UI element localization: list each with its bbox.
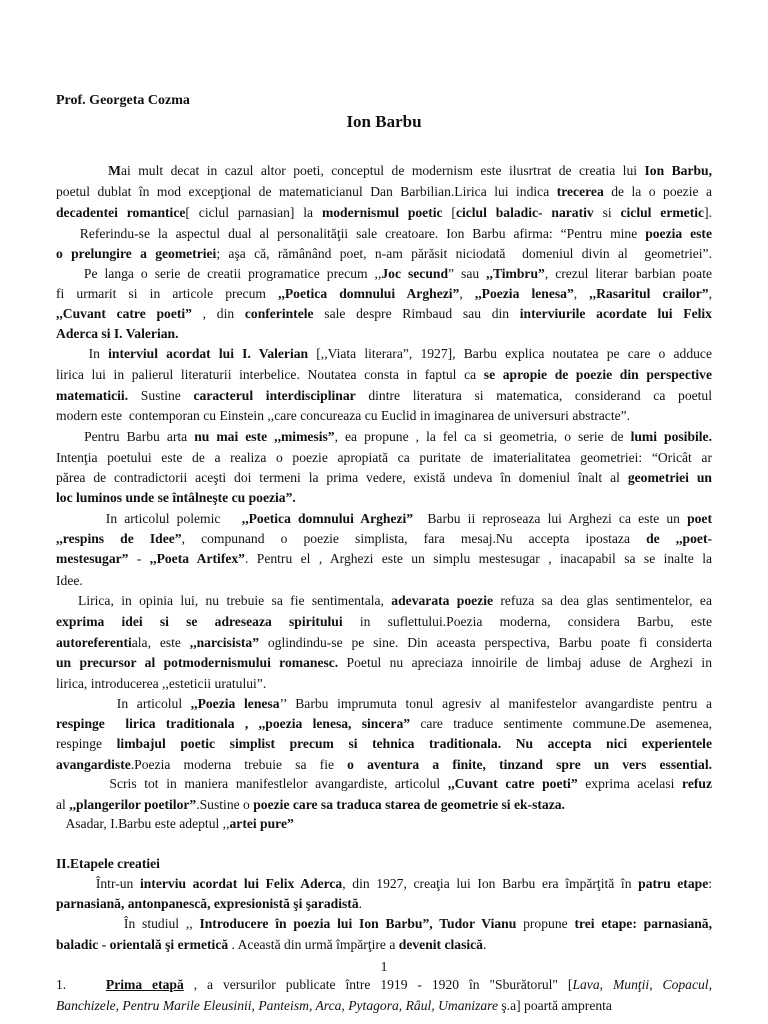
text-run: un precursor al potmodernismului romanesc.	[56, 655, 339, 670]
text-run: Intenţia poetului este de a realiza o poezie apropiată ca puritate de imaterialitatea geometriei: “Oricât ar	[56, 450, 712, 465]
text-run: devenit clasică	[398, 937, 483, 952]
text-run: Banchizele, Pentru Marile Eleusinii, Panteism, Arca, Pytagora, Râul, Umanizare	[56, 998, 498, 1013]
text-run: poezia este	[645, 226, 712, 241]
text-run: ,,plangerilor poetilor”	[69, 797, 197, 812]
text-line	[56, 386, 712, 406]
text-run: , a versurilor publicate între 1919 - 1920 în "Sburătorul" [	[183, 977, 573, 992]
text-run: caracterul interdisciplinar	[193, 388, 356, 403]
text-run: Referindu-se la aspectul dual al personalităţii sale creatoare. Ion Barbu afirma: “Pentru mine	[56, 226, 646, 241]
text-run: ala, este	[131, 635, 190, 650]
text-run: modern este contemporan cu Einstein ,,care concureaza cu Euclid in imaginarea de universuri abstracte”.	[56, 408, 631, 423]
text-run: ,,narcisista”	[189, 635, 260, 650]
text-line	[56, 612, 712, 632]
text-run: Idee.	[56, 573, 83, 588]
text-run: ciclul ermetic	[620, 205, 705, 220]
text-run: decadentei romantice	[56, 205, 186, 220]
text-run: lumi posibile.	[630, 429, 712, 444]
text-run: dintre literatura si matematica, considerand ca poetul	[355, 388, 713, 403]
text-line	[56, 427, 712, 447]
text-line	[56, 996, 712, 1016]
text-run: conferintele	[244, 306, 314, 321]
text-line	[56, 814, 712, 834]
text-run: patru etape	[638, 876, 709, 891]
text-run: interviu acordat lui Felix Aderca	[139, 876, 343, 891]
text-run: In articolul polemic	[56, 511, 242, 526]
text-line	[56, 406, 712, 426]
text-run: .	[358, 896, 363, 911]
text-run: ,,respins de Idee”	[56, 531, 182, 546]
text-run: fi urmarit si in articole precum	[56, 286, 279, 301]
text-run: de ,,poet-	[646, 531, 713, 546]
text-line	[56, 755, 712, 775]
text-run: ,	[573, 286, 590, 301]
text-run: II.Etapele creatiei	[56, 856, 160, 871]
text-line	[56, 344, 712, 364]
text-run: geometriei un	[627, 470, 712, 485]
text-line	[56, 591, 712, 611]
text-line	[56, 488, 712, 508]
text-run: trecerea	[556, 184, 604, 199]
text-run: nu mai este ,,mimesis”	[194, 429, 335, 444]
text-run: mestesugar”	[56, 551, 129, 566]
text-run: [ ciclul parnasian] la	[185, 205, 322, 220]
text-line	[56, 304, 712, 324]
text-run: respinge lirica traditionala , ,,poezia lenesa, sincera”	[56, 716, 411, 731]
text-run: ş.a] poartă amprenta	[497, 998, 612, 1013]
text-run: interviurile acordate lui Felix	[519, 306, 712, 321]
text-line	[56, 509, 712, 529]
text-run: .	[482, 937, 487, 952]
text-run: 1.	[56, 977, 106, 992]
text-line	[56, 468, 712, 488]
text-run: o aventura a finite, tinzand spre un vers essential.	[347, 757, 712, 772]
text-line	[56, 529, 712, 549]
text-run: ,,Poetica domnului Arghezi”	[278, 286, 460, 301]
text-run: ai mult decat in cazul altor poeti, conceptul de modernism este ilusrtrat de creatia lui	[120, 163, 645, 178]
text-run: adevarata poezie	[391, 593, 494, 608]
text-run: [	[442, 205, 456, 220]
text-run: ciclul baladic- narativ	[455, 205, 594, 220]
text-run: de la o poezie a	[603, 184, 712, 199]
text-line	[56, 694, 712, 714]
text-run: refuza sa dea glas sentimentelor, ea	[493, 593, 712, 608]
text-run: Scris tot in maniera manifestlelor avangardiste, articolul	[56, 776, 448, 791]
text-line	[56, 795, 712, 815]
text-line	[56, 244, 712, 264]
text-run: Pe langa o serie de creatii programatice precum ,,	[56, 266, 382, 281]
text-run: sale despre Rimbaud sau din	[313, 306, 520, 321]
text-line	[56, 674, 712, 694]
text-run: -	[128, 551, 150, 566]
text-run: Asadar, I.Barbu este adeptul ,,	[56, 816, 230, 831]
text-run: loc luminos unde se întâlneşte cu poezia”.	[56, 490, 296, 505]
text-run: ,,Rasaritul crailor”	[589, 286, 709, 301]
text-run: Sustine	[128, 388, 194, 403]
text-line	[56, 224, 712, 244]
text-run: In	[56, 346, 109, 361]
text-run: autoreferenti	[56, 635, 132, 650]
text-run: ,,Cuvant catre poeti”	[56, 306, 192, 321]
text-run: ,	[459, 286, 475, 301]
text-run: părea de contradictorii aceşti doi termeni la prima vedere, există undeva în domeniul înalt al	[56, 470, 628, 485]
text-run: ,	[708, 286, 713, 301]
text-run: ,,Timbru”	[486, 266, 545, 281]
text-run: Lirica, in opinia lui, nu trebuie sa fie sentimentala,	[56, 593, 392, 608]
text-run: , din 1927, creaţia lui Ion Barbu era împărţită în	[342, 876, 639, 891]
text-run: , compunand o poezie simplista, fara mesaj.Nu accepta ipostaza	[181, 531, 647, 546]
text-line	[56, 714, 712, 734]
text-run: ,,Poezia lenesa	[190, 696, 280, 711]
text-run: parnasiană, antonpanescă, expresionistă şi şaradistă	[56, 896, 359, 911]
text-line	[56, 264, 712, 284]
text-run: ; aşa că, rămânând poet, n-am părăsit niciodată domeniul divin al geometriei”.	[216, 246, 712, 261]
text-run: limbajul poetic simplist precum si tehnica traditionala. Nu accepta nici experientele	[116, 736, 712, 751]
text-line	[56, 874, 712, 894]
text-line	[56, 324, 712, 344]
text-run: Prima etapă	[105, 977, 184, 992]
text-line	[56, 935, 712, 955]
text-run: ,,Cuvant catre poeti”	[447, 776, 578, 791]
text-line	[56, 653, 712, 673]
text-line	[56, 914, 712, 934]
text-run: Lava, Munţii, Copacul,	[572, 977, 712, 992]
text-run: ,,Poezia lenesa”	[474, 286, 574, 301]
text-run: .Sustine o	[196, 797, 254, 812]
text-run: :	[708, 876, 713, 891]
text-run: poezie care sa traduca starea de geometrie si ek-staza.	[253, 797, 565, 812]
text-line	[56, 975, 712, 995]
text-run: exprima acelasi	[577, 776, 683, 791]
text-line	[56, 633, 712, 653]
text-run: trei etape: parnasiană,	[574, 916, 713, 931]
text-run: , ea propune , la fel ca si geometria, o serie de	[334, 429, 631, 444]
text-line	[56, 284, 712, 304]
text-run: care traduce sentimente commune.De asemenea,	[410, 716, 713, 731]
page-number: 1	[380, 960, 388, 975]
text-run: al	[56, 797, 70, 812]
author-line: Prof. Georgeta Cozma	[56, 93, 190, 108]
text-run: Aderca si I. Valerian.	[56, 326, 179, 341]
text-run: [,,Viata literara”, 1927], Barbu explica noutatea pe care o adduce	[308, 346, 712, 361]
text-run: In articolul	[56, 696, 191, 711]
text-run: , crezul literar barbian poate	[544, 266, 712, 281]
text-run: ” sau	[448, 266, 487, 281]
text-run: exprima idei si se adreseaza spiritului	[56, 614, 343, 629]
text-run: lirica, introducerea ,,esteticii uratului”.	[56, 676, 267, 691]
text-run: Într-un	[56, 876, 140, 891]
text-run: poet	[687, 511, 712, 526]
text-line	[56, 571, 712, 591]
text-run: modernismul poetic	[321, 205, 443, 220]
text-run: interviul acordat lui I. Valerian	[108, 346, 309, 361]
text-run: .Poezia moderna trebuie sa fie	[130, 757, 348, 772]
text-run: in suflettului.Poezia moderna, considera Barbu, este	[342, 614, 712, 629]
text-run: ,,Poetica domnului Arghezi”	[241, 511, 414, 526]
text-run: Joc secund	[381, 266, 449, 281]
text-run: propune	[516, 916, 575, 931]
text-line	[56, 161, 712, 181]
text-run: artei pure”	[229, 816, 294, 831]
text-run: baladic - orientală şi ermetică	[56, 937, 229, 952]
text-run: si	[593, 205, 621, 220]
text-run: ’’ Barbu imprumuta tonul agresiv al manifestelor avangardiste pentru a	[279, 696, 712, 711]
text-run: M	[56, 163, 121, 178]
text-run: Ion Barbu,	[644, 163, 712, 178]
text-line	[56, 448, 712, 468]
text-run: , din	[191, 306, 245, 321]
text-run: ].	[704, 205, 712, 220]
text-run: o prelungire a geometriei	[56, 246, 217, 261]
text-run: ,,Poeta Artifex”	[149, 551, 245, 566]
text-line	[56, 774, 712, 794]
text-line	[56, 894, 712, 914]
text-line	[56, 365, 712, 385]
text-run: . Pentru el , Arghezi este un simplu mestesugar , inacapabil sa se inalte la	[244, 551, 712, 566]
text-run: Barbu ii reproseaza lui Arghezi ca este un	[413, 511, 688, 526]
text-run: Introducere în poezia lui Ion Barbu”, Tudor Vianu	[199, 916, 517, 931]
text-run: avangardiste	[56, 757, 131, 772]
text-run: lirica lui in palierul literaturii interbelice. Noutatea consta in faptul ca	[56, 367, 484, 382]
text-line	[56, 549, 712, 569]
text-line	[56, 734, 712, 754]
text-line	[56, 182, 712, 202]
text-run: refuz	[682, 776, 712, 791]
text-run: Pentru Barbu arta	[56, 429, 195, 444]
text-run: În studiul ,,	[56, 916, 200, 931]
text-line	[56, 203, 712, 223]
document-title: Ion Barbu	[346, 112, 422, 131]
text-run: Poetul nu apreciaza innoirile de limbaj aduse de Arghezi in	[338, 655, 713, 670]
text-run: se apropie de poezie din perspective	[483, 367, 712, 382]
text-run: respinge	[56, 736, 117, 751]
text-line	[56, 854, 712, 874]
text-run: oglindindu-se pe sine. Din aceasta perspectiva, Barbu poate fi considerta	[259, 635, 712, 650]
text-run: . Această din urmă împărţire a	[228, 937, 399, 952]
text-run: matematicii.	[56, 388, 129, 403]
text-run: poetul dublat în mod excepţional de matematicianul Dan Barbilian.Lirica lui indica	[56, 184, 557, 199]
